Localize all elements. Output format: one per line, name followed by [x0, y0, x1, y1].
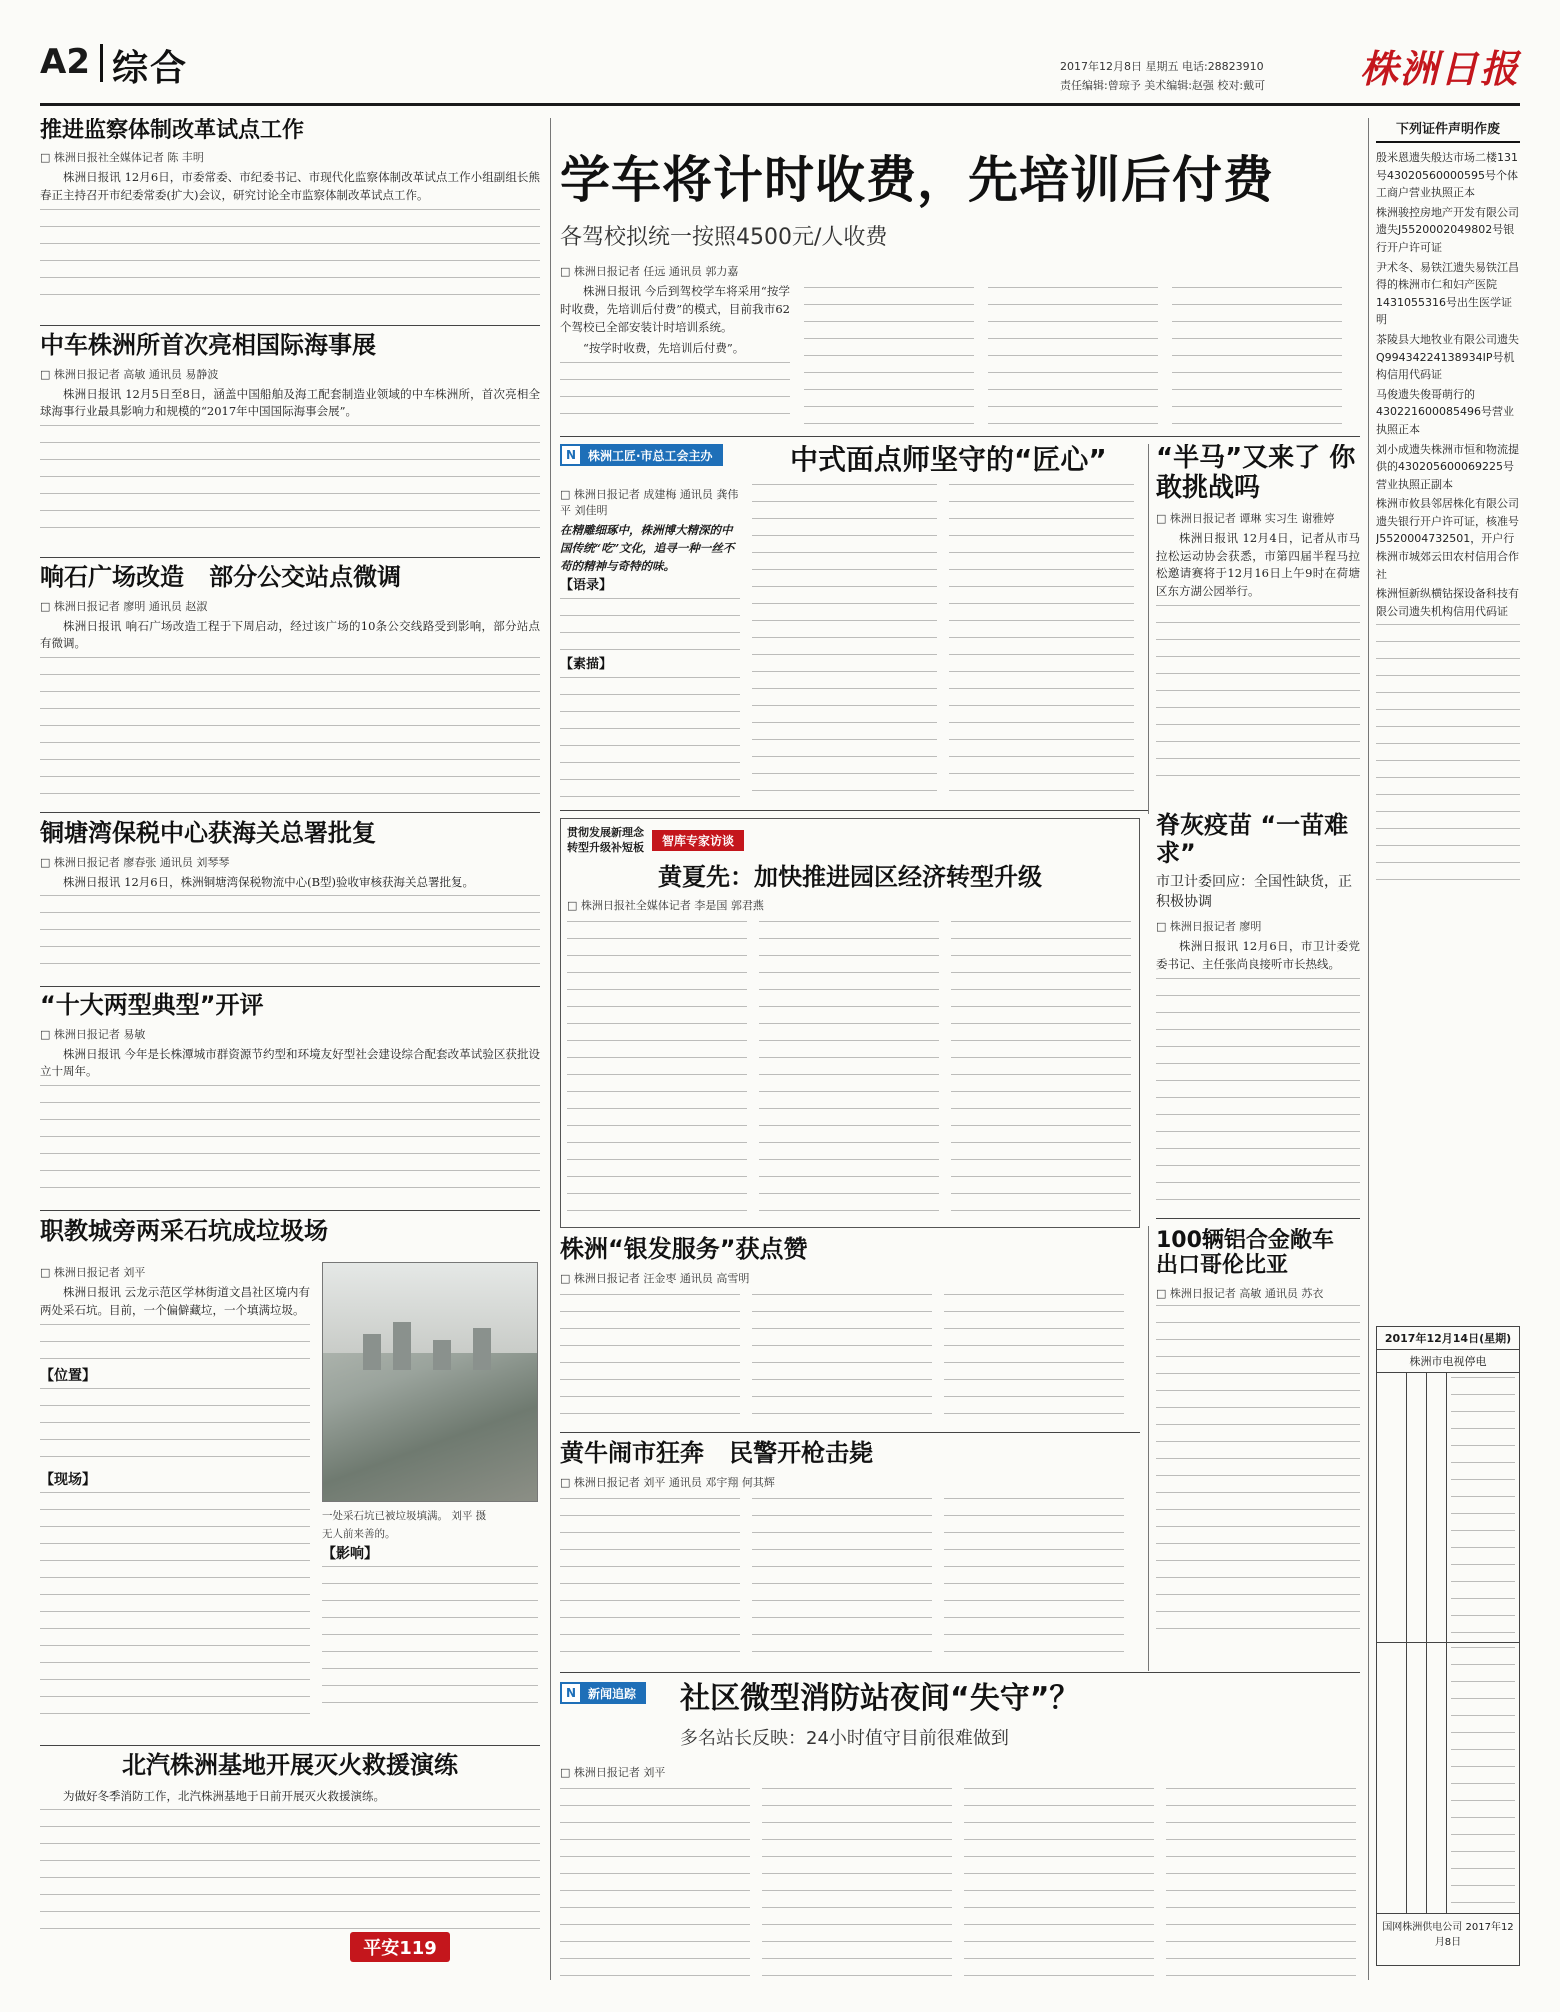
byline: □ 株洲日报社全媒体记者 李是国 郭君燕	[567, 899, 764, 913]
lead-story-driving-school	[560, 140, 1360, 440]
headline: 响石广场改造 部分公交站点微调	[40, 564, 402, 591]
sub-headline: 市卫计委回应：全国性缺货，正积极协调	[1156, 874, 1352, 910]
byline: □ 株洲日报记者 高敏 通讯员 易静波	[40, 367, 219, 381]
headline: 职教城旁两采石坑成垃圾场	[40, 1218, 328, 1245]
notice-item: 殷米恩遗失般达市场二楼131号43020560000595号个体工商户营业执照正本	[1376, 151, 1518, 200]
story-bonded-center	[40, 820, 540, 980]
section-tag-label: 新闻追踪	[588, 1686, 637, 1701]
body-lines	[322, 1566, 538, 1716]
topic-label-line: 转型升级补短板	[567, 841, 644, 855]
body-lines	[1156, 978, 1360, 1212]
photo-sky	[323, 1263, 537, 1353]
caption-continued: 无人前来善的。	[322, 1528, 396, 1540]
column-divider	[550, 118, 551, 1980]
body-column	[752, 484, 937, 804]
table-col	[1427, 1373, 1447, 1642]
masthead-info	[1060, 58, 1265, 93]
byline: □ 株洲日报记者 廖春张 通讯员 刘琴琴	[40, 855, 230, 869]
body-column	[988, 287, 1158, 440]
subhead-sketch: 【素描】	[560, 657, 613, 673]
table-text	[1451, 1377, 1515, 1638]
section-name: 综合	[112, 40, 188, 91]
byline: □ 株洲日报记者 谭琳 实习生 谢雅婷	[1156, 511, 1335, 525]
headline: “十大两型典型”开评	[40, 992, 264, 1019]
column-divider	[1148, 444, 1149, 814]
body-column	[752, 1498, 932, 1658]
lead-paragraph: 株洲日报讯 12月5日至8日，涵盖中国船舶及海工配套制造业领域的中车株洲所，首次亮相全球海事行业最具影响力和规模的“2017年中国国际海事会展”。	[40, 386, 540, 419]
story-quarry-dump	[40, 1218, 540, 1738]
table-section	[1377, 1643, 1519, 1913]
table-col	[1377, 1643, 1407, 1913]
body-columns	[40, 425, 540, 543]
n-logo-icon: N	[560, 1682, 582, 1704]
divider	[40, 1210, 540, 1211]
section-tag-label: 株洲工匠·市总工会主办	[588, 448, 713, 463]
paper-name-logo: 株洲日报	[1359, 46, 1520, 91]
notice-item: 刘小成遗失株洲市恒和物流提供的430205600069225号营业执照正副本	[1376, 442, 1519, 491]
notice-item: 株洲骏控房地产开发有限公司遗失J5520002049802号银行开户许可证	[1376, 205, 1519, 254]
lead-paragraph: 株洲日报讯 今年是长株潭城市群资源节约型和环境友好型社会建设综合配套改革试验区获批设立十周年。	[40, 1046, 540, 1079]
body-column	[560, 1498, 740, 1658]
subhead-scene: 【现场】	[40, 1471, 96, 1488]
photo-building	[473, 1328, 491, 1370]
divider	[560, 1432, 1140, 1433]
divider	[40, 986, 540, 987]
headline: 铜塘湾保税中心获海关总署批复	[40, 820, 376, 847]
story-community-fire-station	[560, 1682, 1360, 1980]
body-column	[762, 1788, 952, 1978]
body-column	[759, 921, 939, 1221]
photo-caption: 一处采石坑已被垃圾填满。 刘平 摄	[322, 1510, 487, 1522]
byline: □ 株洲日报记者 刘平 通讯员 邓宇翔 何其辉	[560, 1475, 775, 1489]
body-lines	[40, 1492, 310, 1722]
headline: 推进监察体制改革试点工作	[40, 118, 305, 143]
byline: □ 株洲日报记者 汪金枣 通讯员 高雪明	[560, 1271, 750, 1285]
photo-building	[363, 1334, 381, 1370]
power-outage-table	[1376, 1326, 1520, 1966]
intro-quote: 在精雕细琢中，株洲博大精深的中国传统“吃”文化，追寻一种一丝不苟的精神与奇特的味。	[560, 523, 735, 573]
byline: □ 株洲日报记者 廖明	[1156, 920, 1262, 934]
byline: □ 株洲日报记者 刘平	[40, 1266, 146, 1279]
body-column	[951, 921, 1131, 1221]
headline: 中式面点师坚守的“匠心”	[790, 444, 1107, 476]
lead-paragraph: 株洲日报讯 12月6日，市卫计委党委书记、主任张尚良接听市长热线。	[1156, 939, 1360, 972]
headline: 黄夏先：加快推进园区经济转型升级	[658, 862, 1042, 891]
headline: “半马”又来了 你敢挑战吗	[1156, 444, 1356, 503]
divider	[560, 436, 1360, 437]
lead-paragraph: 为做好冬季消防工作，北汽株洲基地于日前开展灭火救援演练。	[63, 1788, 385, 1803]
divider	[40, 812, 540, 813]
body-column	[964, 1788, 1154, 1978]
byline: □ 株洲日报记者 成建梅 通讯员 龚伟平 刘佳明	[560, 488, 739, 517]
lead-paragraph: 株洲日报讯 响石广场改造工程于下周启动，经过该广场的10条公交线路受到影响，部分站点有微调。	[40, 618, 540, 651]
topic-label-line: 贯彻发展新理念	[567, 826, 644, 839]
lead-paragraph: 株洲日报讯 12月4日，记者从市马拉松运动协会获悉，市第四届半程马拉松邀请赛将于12月16日上午9时在荷塘区东方湖公园举行。	[1156, 530, 1360, 599]
divider	[1156, 1218, 1360, 1219]
byline: □ 株洲日报社全媒体记者 陈 丰明	[40, 151, 204, 165]
story-pastry-craftsman	[560, 444, 1140, 804]
byline: □ 株洲日报记者 高敏 通讯员 苏衣	[1156, 1286, 1324, 1300]
byline: □ 株洲日报记者 廖明 通讯员 赵淑	[40, 599, 208, 613]
masthead	[40, 36, 1520, 106]
body-columns	[40, 1809, 540, 1939]
body-columns	[40, 895, 540, 977]
body-lines	[560, 598, 740, 658]
subhead-impact: 【影响】	[322, 1546, 378, 1562]
column-divider	[1368, 118, 1369, 1980]
body-column	[944, 1498, 1124, 1658]
body-column	[752, 1294, 932, 1424]
lead-paragraph: 株洲日报讯 12月6日，株洲铜塘湾保税物流中心(B型)验收审核获海关总署批复。	[63, 874, 475, 889]
date-line: 2017年12月8日 星期五 电话:28823910	[1060, 60, 1264, 73]
story-aluminum-wagons	[1156, 1228, 1360, 1668]
headline: 脊灰疫苗 “一苗难求”	[1156, 812, 1349, 867]
body-lines	[1156, 1305, 1360, 1645]
lead-paragraph: 株洲日报讯 今后到驾校学车将采用“按学时收费，先培训后付费”的模式，目前我市62个驾校已全部安装计时培训系统。	[560, 284, 790, 334]
byline: □ 株洲日报记者 易敏	[40, 1027, 146, 1041]
callout-quote: “按学时收费，先培训后付费”。	[583, 341, 745, 356]
photo-building	[433, 1340, 451, 1370]
quarry-photo	[322, 1262, 538, 1502]
headline: 株洲“银发服务”获点赞	[560, 1236, 808, 1263]
topic-label	[567, 825, 644, 856]
n-logo-icon: N	[560, 444, 582, 466]
subhead-location: 【位置】	[40, 1367, 96, 1384]
body-lines	[560, 677, 740, 797]
story-xiangshi-square	[40, 564, 540, 804]
notice-lines	[1376, 624, 1520, 884]
body-columns	[40, 1085, 540, 1197]
divider	[560, 810, 1148, 811]
table-footer: 国网株洲供电公司 2017年12月8日	[1377, 1913, 1519, 1952]
lead-subtitle: 各驾校拟统一按照4500元/人收费	[560, 225, 888, 250]
table-col	[1407, 1373, 1427, 1642]
body-lines	[40, 1324, 310, 1364]
story-crrc-maritime	[40, 332, 540, 552]
notices-list	[1376, 149, 1520, 620]
body-column	[560, 1788, 750, 1978]
table-text	[1451, 1647, 1515, 1909]
story-silver-service	[560, 1236, 1140, 1426]
body-column	[567, 921, 747, 1221]
sidebar-notices	[1376, 118, 1520, 1318]
byline: □ 株洲日报记者 刘平	[560, 1766, 666, 1779]
editors-line: 责任编辑:曾琼予 美术编辑:赵强 校对:戴可	[1060, 79, 1266, 92]
story-supervision-reform	[40, 118, 540, 318]
think-tank-tag: 智库专家访谈	[652, 830, 744, 851]
table-col	[1407, 1643, 1427, 1913]
lead-paragraph: 株洲日报讯 12月6日，市委常委、市纪委书记、市现代化监察体制改革试点工作小组副组长熊春正主持召开市纪委常委(扩大)会议，研究讨论全市监察体制改革试点工作。	[40, 170, 540, 203]
section-tag	[560, 1682, 646, 1704]
safety-119-badge: 平安119	[350, 1932, 450, 1962]
body-lines	[560, 362, 790, 422]
body-column	[560, 1294, 740, 1424]
story-bull-shot	[560, 1440, 1140, 1666]
story-park-economy-interview	[560, 818, 1140, 1228]
page-number: A2	[40, 42, 90, 82]
story-baic-fire-drill	[40, 1752, 540, 1980]
divider	[560, 1672, 1360, 1673]
sub-headline: 多名站长反映：24小时值守目前很难做到	[680, 1728, 1009, 1749]
table-col	[1377, 1373, 1407, 1642]
notices-title: 下列证件声明作废	[1376, 118, 1520, 143]
body-column	[804, 287, 974, 440]
story-half-marathon	[1156, 444, 1360, 804]
column-divider	[1148, 1226, 1149, 1671]
table-col	[1427, 1643, 1447, 1913]
headline: 中车株洲所首次亮相国际海事展	[40, 332, 376, 359]
notice-item: 马俊遗失俊哥萌行的430221600085496号营业执照正本	[1376, 387, 1514, 436]
table-section	[1377, 1373, 1519, 1643]
body-column	[949, 484, 1134, 804]
byline: □ 株洲日报记者 任远 通讯员 郭力嘉	[560, 265, 739, 278]
divider	[40, 325, 540, 326]
story-polio-vaccine	[1156, 812, 1360, 1212]
headline: 社区微型消防站夜间“失守”？	[680, 1682, 1080, 1716]
story-two-type-models	[40, 992, 540, 1202]
divider	[40, 557, 540, 558]
notice-item: 株洲市攸县邻居株化有限公司遗失银行开户许可证，核准号J5520004732501，开户行株洲市城郊云田农村信用合作社	[1376, 497, 1519, 581]
headline: 100辆铝合金敞车 出口哥伦比亚	[1156, 1228, 1334, 1279]
section-tag	[560, 444, 723, 466]
subhead-quotes: 【语录】	[560, 578, 613, 594]
notice-item: 茶陵县大地牧业有限公司遗失Q99434224138934IP号机构信用代码证	[1376, 332, 1519, 382]
body-column	[1172, 287, 1342, 440]
table-subtitle: 株洲市电视停电	[1377, 1350, 1519, 1373]
notice-item: 尹术冬、易铁江遗失易铁江昌得的株洲市仁和妇产医院1431055316号出生医学证明	[1376, 260, 1519, 327]
body-lines	[40, 1388, 310, 1468]
headline: 北汽株洲基地开展灭火救援演练	[122, 1752, 458, 1779]
body-columns	[40, 657, 540, 804]
divider	[40, 1745, 540, 1746]
headline: 黄牛闹市狂奔 民警开枪击毙	[560, 1440, 874, 1467]
table-title: 2017年12月14日(星期)	[1377, 1327, 1519, 1350]
lead-headline: 学车将计时收费，先培训后付费	[560, 151, 1274, 209]
lead-paragraph: 株洲日报讯 云龙示范区学林街道文昌社区境内有两处采石坑。目前，一个偏僻藏垃，一个填满垃圾。	[40, 1285, 310, 1317]
body-lines	[1156, 605, 1360, 785]
body-column	[1166, 1788, 1356, 1978]
body-column	[944, 1294, 1124, 1424]
notice-item: 株洲恒新纵横钻探设备科技有限公司遗失机构信用代码证	[1376, 587, 1519, 618]
body-columns	[40, 209, 540, 305]
photo-building	[393, 1322, 411, 1370]
